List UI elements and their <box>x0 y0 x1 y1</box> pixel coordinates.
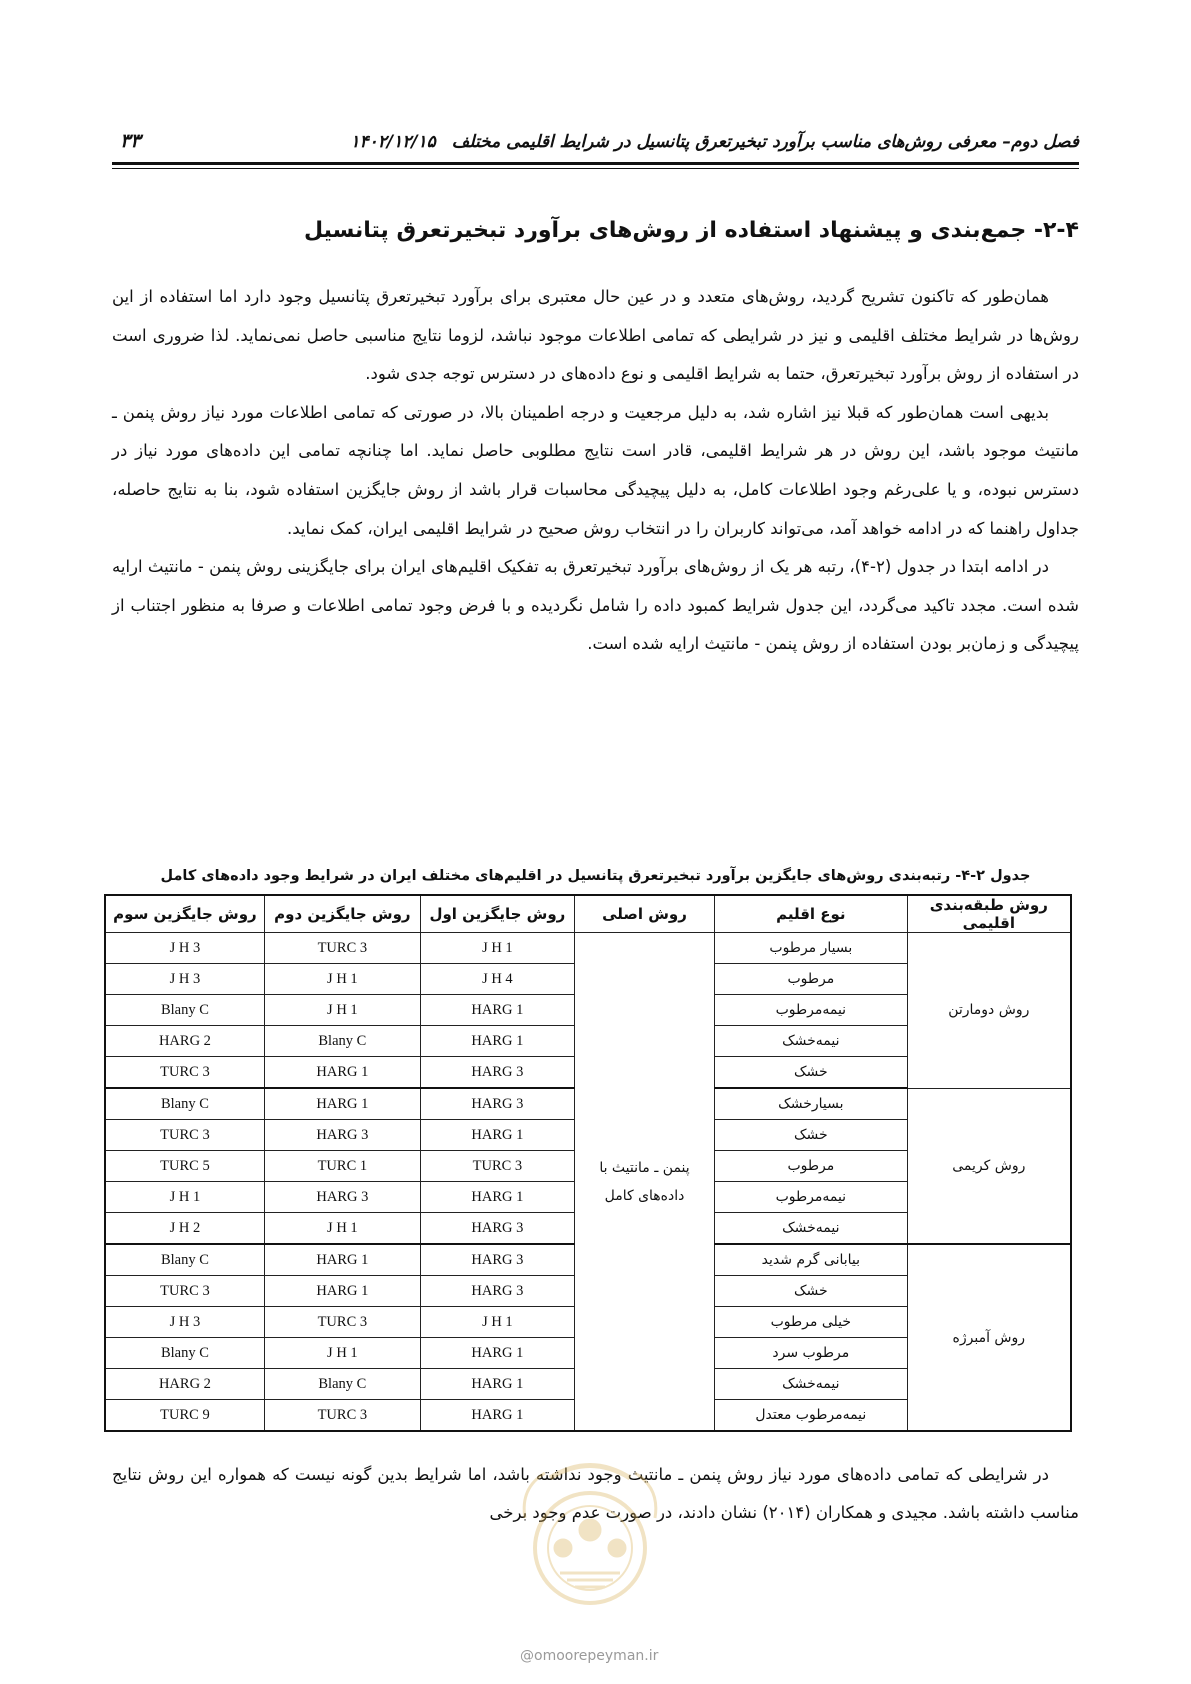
paragraph-3: در ادامه ابتدا در جدول (۲-۴)، رتبه هر یک از روش‌های برآورد تبخیرتعرق به تفکیک اقلیم‌های ایران برای جایگزینی روش پنمن - مانتیث ارایه شده است. مجدد تاکید می‌گردد، این جدول شرایط کمبود داده را شامل نگردیده و با فرض وجود تمامی اطلاعات و صرفا به منظور اجتناب از پیچیدگی و زمان‌بر بودن استفاده از روش پنمن - مانتیث ارایه شده است. <box>112 557 1079 654</box>
header-alt2: روش جایگزین دوم <box>264 895 420 933</box>
classification-cell: روش کریمی <box>907 1088 1071 1244</box>
ranking-table <box>104 894 1072 1432</box>
alt1-cell: HARG 1 <box>420 1369 574 1400</box>
alt2-cell: Blany C <box>264 1026 420 1057</box>
table-body <box>105 933 1071 1432</box>
alt1-cell: HARG 3 <box>420 1244 574 1276</box>
page-number: ۳۳ <box>120 130 141 152</box>
climate-cell: نیمه‌مرطوب <box>715 995 908 1026</box>
alt2-cell: J H 1 <box>264 995 420 1026</box>
climate-cell: خشک <box>715 1276 908 1307</box>
alt2-cell: J H 1 <box>264 1338 420 1369</box>
alt1-cell: HARG 3 <box>420 1276 574 1307</box>
watermark-seal-logo <box>505 1448 675 1623</box>
alt2-cell: TURC 1 <box>264 1151 420 1182</box>
header-main-method: روش اصلی <box>574 895 714 933</box>
alt1-cell: HARG 3 <box>420 1057 574 1089</box>
alt3-cell: J H 3 <box>105 964 264 995</box>
alt1-cell: HARG 1 <box>420 995 574 1026</box>
chapter-title-text: فصل دوم– معرفی روش‌های مناسب برآورد تبخیرتعرق پتانسیل در شرایط اقلیمی مختلف <box>451 132 1079 152</box>
running-header <box>112 128 1079 158</box>
alt3-cell: J H 3 <box>105 933 264 964</box>
alt3-cell: TURC 3 <box>105 1057 264 1089</box>
alt1-cell: HARG 1 <box>420 1400 574 1432</box>
climate-cell: نیمه‌مرطوب <box>715 1182 908 1213</box>
climate-cell: خیلی مرطوب <box>715 1307 908 1338</box>
alt1-cell: HARG 1 <box>420 1026 574 1057</box>
header-date: ۱۴۰۲/۱۲/۱۵ <box>350 132 436 152</box>
alt2-cell: HARG 1 <box>264 1276 420 1307</box>
paragraph-4: در شرایطی که تمامی داده‌های مورد نیاز روش پنمن ـ مانتیث وجود نداشته باشد، اما شرایط بدین گونه نیست که همواره این روش نتایج مناسب داشته باشد. مجیدی و همکاران (۲۰۱۴) نشان دادند، در صورت عدم وجود برخی <box>112 1465 1079 1522</box>
alt1-cell: J H 1 <box>420 1307 574 1338</box>
header-alt3: روش جایگزین سوم <box>105 895 264 933</box>
alt2-cell: TURC 3 <box>264 1307 420 1338</box>
alt2-cell: TURC 3 <box>264 933 420 964</box>
alt1-cell: J H 4 <box>420 964 574 995</box>
alt1-cell: TURC 3 <box>420 1151 574 1182</box>
section-title: ۲-۴- جمع‌بندی و پیشنهاد استفاده از روش‌های برآورد تبخیرتعرق پتانسیل <box>304 218 1079 243</box>
alt3-cell: J H 3 <box>105 1307 264 1338</box>
classification-cell: روش آمبرژه <box>907 1244 1071 1431</box>
table-row <box>105 933 1071 964</box>
alt3-cell: J H 1 <box>105 1182 264 1213</box>
header-rule-thin <box>112 168 1079 169</box>
alt2-cell: HARG 3 <box>264 1120 420 1151</box>
chapter-title <box>350 132 1079 152</box>
header-rule-thick <box>112 162 1079 165</box>
alt3-cell: TURC 9 <box>105 1400 264 1432</box>
alt3-cell: HARG 2 <box>105 1026 264 1057</box>
alt2-cell: TURC 3 <box>264 1400 420 1432</box>
seal-graphic <box>524 1466 656 1604</box>
alt3-cell: TURC 3 <box>105 1276 264 1307</box>
climate-cell: مرطوب <box>715 964 908 995</box>
alt3-cell: TURC 3 <box>105 1120 264 1151</box>
alt2-cell: HARG 3 <box>264 1182 420 1213</box>
climate-cell: نیمه‌خشک <box>715 1369 908 1400</box>
table-header-row <box>105 895 1071 933</box>
alt3-cell: Blany C <box>105 1338 264 1369</box>
climate-cell: بیابانی گرم شدید <box>715 1244 908 1276</box>
table-caption: جدول ۲-۴- رتبه‌بندی روش‌های جایگزین برآورد تبخیرتعرق پتانسیل در اقلیم‌های مختلف ایران در شرایط وجود داده‌های کامل <box>160 868 1031 884</box>
watermark-url: @omoorepeyman.ir <box>520 1648 659 1664</box>
paragraph-2: بدیهی است همان‌طور که قبلا نیز اشاره شد، به دلیل مرجعیت و درجه اطمینان بالا، در صورتی که تمامی اطلاعات مورد نیاز روش پنمن ـ مانتیث موجود باشد، این روش در هر شرایط اقلیمی، قادر است نتایج مطلوبی حاصل نماید. اما چنانچه تمامی این داده‌های مورد نیاز در دسترس نبوده، و یا علی‌رغم وجود اطلاعات کامل، به دلیل پیچیدگی محاسبات قرار باشد از روش جایگزین استفاده شود، بنا به نتایج حاصله، جداول راهنما که در ادامه خواهد آمد، می‌تواند کاربران را در انتخاب روش صحیح در شرایط اقلیمی ایران، کمک نماید. <box>112 402 1079 538</box>
alt3-cell: HARG 2 <box>105 1369 264 1400</box>
header-climate-type: نوع اقلیم <box>715 895 908 933</box>
climate-cell: نیمه‌خشک <box>715 1213 908 1245</box>
alt2-cell: HARG 1 <box>264 1244 420 1276</box>
alt1-cell: HARG 1 <box>420 1182 574 1213</box>
alt3-cell: Blany C <box>105 1244 264 1276</box>
header-classification: روش طبقه‌بندی اقلیمی <box>907 895 1071 933</box>
alt1-cell: HARG 1 <box>420 1338 574 1369</box>
classification-cell: روش دومارتن <box>907 933 1071 1089</box>
climate-cell: مرطوب <box>715 1151 908 1182</box>
climate-cell: نیمه‌مرطوب معتدل <box>715 1400 908 1432</box>
alt1-cell: HARG 3 <box>420 1213 574 1245</box>
climate-cell: خشک <box>715 1057 908 1089</box>
paragraph-1: همان‌طور که تاکنون تشریح گردید، روش‌های متعدد و در عین حال معتبری برای برآورد تبخیرتعرق پتانسیل وجود دارد اما استفاده از این روش‌ها در شرایط مختلف اقلیمی و نیز در شرایطی که تمامی اطلاعات موجود نباشد، لزوما نتایج مناسبی حاصل نمی‌نماید. لذا ضروری است در استفاده از روش برآورد تبخیرتعرق، حتما به شرایط اقلیمی و نوع داده‌های در دسترس توجه جدی شود. <box>112 287 1079 384</box>
alt2-cell: Blany C <box>264 1369 420 1400</box>
alt2-cell: J H 1 <box>264 1213 420 1245</box>
alt3-cell: Blany C <box>105 1088 264 1120</box>
header-alt1: روش جایگزین اول <box>420 895 574 933</box>
alt2-cell: HARG 1 <box>264 1088 420 1120</box>
alt3-cell: Blany C <box>105 995 264 1026</box>
climate-cell: خشک <box>715 1120 908 1151</box>
climate-cell: نیمه‌خشک <box>715 1026 908 1057</box>
alt3-cell: TURC 5 <box>105 1151 264 1182</box>
alt2-cell: HARG 1 <box>264 1057 420 1089</box>
alt2-cell: J H 1 <box>264 964 420 995</box>
alt1-cell: HARG 1 <box>420 1120 574 1151</box>
climate-cell: بسیار مرطوب <box>715 933 908 964</box>
alt1-cell: HARG 3 <box>420 1088 574 1120</box>
alt3-cell: J H 2 <box>105 1213 264 1245</box>
body-text <box>112 278 1079 664</box>
main-method-cell: پنمن ـ مانتیث با داده‌های کامل <box>574 933 714 1432</box>
climate-cell: بسیارخشک <box>715 1088 908 1120</box>
climate-cell: مرطوب سرد <box>715 1338 908 1369</box>
alt1-cell: J H 1 <box>420 933 574 964</box>
